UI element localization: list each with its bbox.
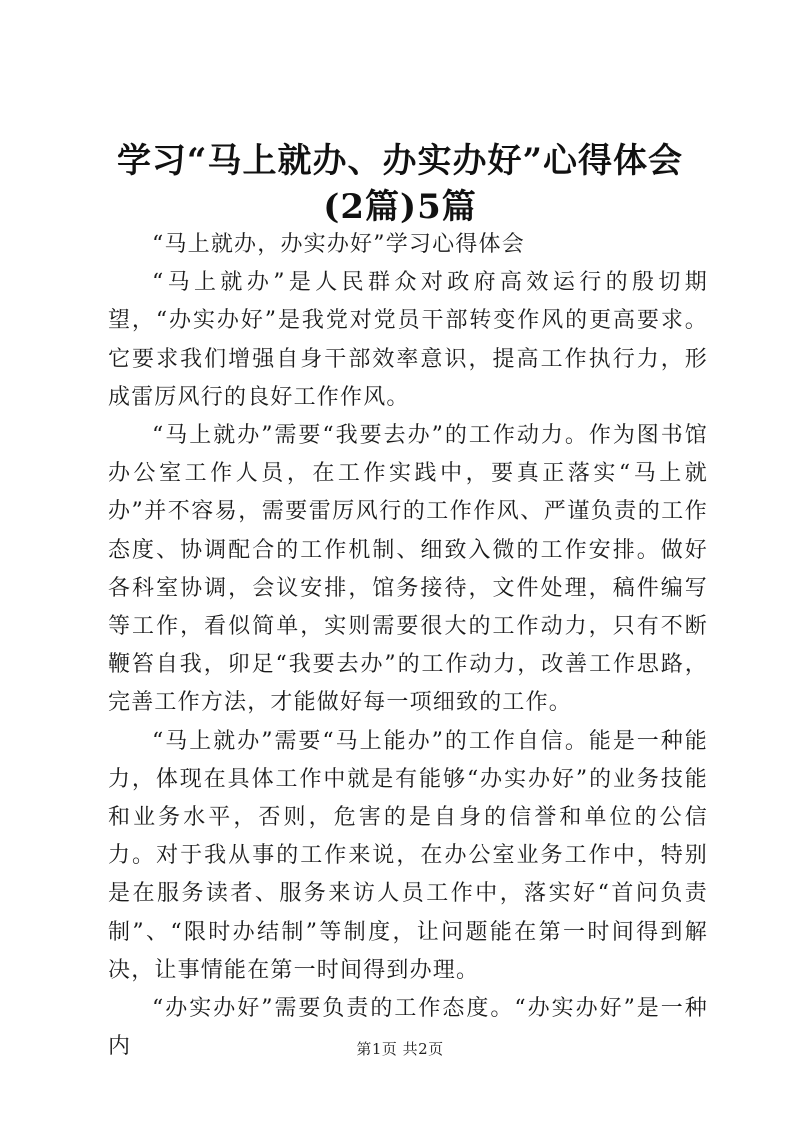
paragraph: “马上就办”是人民群众对政府高效运行的殷切期望，“办实办好”是我党对党员干部转变作风的更高要求。它要求我们增强自身干部效率意识，提高工作执行力，形成雷厉风行的良好工作作风。 (108, 270, 708, 410)
paragraph-subtitle: “马上就办，办实办好”学习心得体会 (152, 232, 525, 257)
document-title: 学习“马上就办、办实办好”心得体会(2篇)5篇 (116, 141, 684, 227)
paragraph: “马上就办”需要“我要去办”的工作动力。作为图书馆办公室工作人员，在工作实践中，要真正落实“马上就办”并不容易，需要雷厉风行的工作作风、严谨负责的工作态度、协调配合的工作机制、细致入微的工作安排。做好各科室协调，会议安排，馆务接待，文件处理，稿件编写等工作，看似简单，实则需要很大的工作动力，只有不断鞭笞自我，卯足“我要去办”的工作动力，改善工作思路，完善工作方法，才能做好每一项细致的工作。 (108, 423, 708, 716)
paragraph: “马上就办”需要“马上能办”的工作自信。能是一种能力，体现在具体工作中就是有能够“办实办好”的业务技能和业务水平，否则，危害的是自身的信誉和单位的公信力。对于我从事的工作来说，在办公室业务工作中，特别是在服务读者、服务来访人员工作中，落实好“首问负责制”、“限时办结制”等制度，让问题能在第一时间得到解决，让事情能在第一时间得到办理。 (108, 728, 708, 983)
page-footer: 第1页 共2页 (356, 1040, 444, 1058)
paragraph: “办实办好”需要负责的工作态度。“办实办好”是一种内 (108, 996, 708, 1060)
document-body (108, 226, 708, 1066)
